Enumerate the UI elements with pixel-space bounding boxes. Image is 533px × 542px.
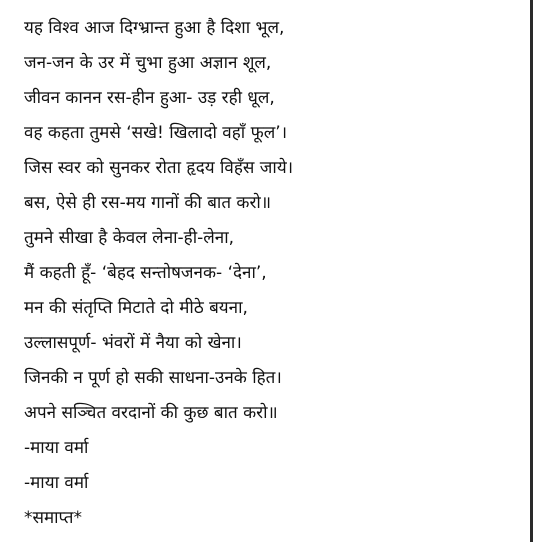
poem-line: मैं कहती हूँ- ‘बेहद सन्तोषजनक- ‘देना’, (24, 263, 267, 283)
end-mark: *समाप्त* (24, 508, 82, 528)
poem-line: जन-जन के उर में चुभा हुआ अज्ञान शूल, (24, 53, 272, 73)
author-name: -माया वर्मा (24, 438, 89, 458)
poem-line: मन की संतृप्ति मिटाते दो मीठे बयना, (24, 298, 248, 318)
poem-line: जिनकी न पूर्ण हो सकी साधना-उनके हित। (24, 368, 282, 388)
poem-line: जिस स्वर को सुनकर रोता हृदय विहँस जाये। (24, 158, 294, 178)
poem-line: उल्लासपूर्ण- भंवरों में नैया को खेना। (24, 333, 242, 353)
poem-line: जीवन कानन रस-हीन हुआ- उड़ रही धूल, (24, 88, 275, 108)
poem-line: वह कहता तुमसे ‘सखे! खिलादो वहाँ फूल’। (24, 123, 288, 143)
author-name: -माया वर्मा (24, 473, 89, 493)
poem-line: बस, ऐसे ही रस-मय गानों की बात करो॥ (24, 193, 272, 213)
poem-line: यह विश्व आज दिग्भ्रान्त हुआ है दिशा भूल, (24, 18, 285, 38)
poem-line: अपने सञ्चित वरदानों की कुछ बात करो॥ (24, 403, 278, 423)
poem-line: तुमने सीखा है केवल लेना-ही-लेना, (24, 228, 235, 248)
